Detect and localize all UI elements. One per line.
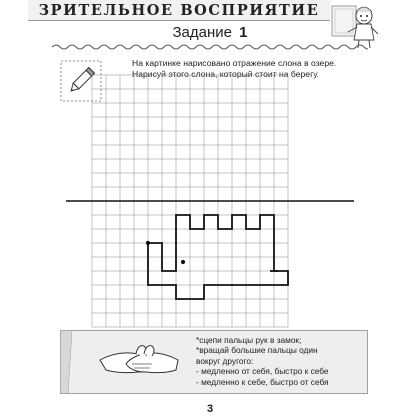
task-number: 1: [239, 24, 248, 41]
page-number: 3: [206, 403, 214, 415]
start-point: [146, 241, 150, 245]
tips-list: [196, 335, 356, 387]
tip-line: *сцепи пальцы рук в замок;: [196, 335, 302, 345]
task-instruction: На картинке нарисовано отражение слона в озере. Нарисуй этого слона, который стоит на берегу.: [132, 58, 337, 80]
elephant-eye: [181, 260, 185, 264]
task-label: Задание: [172, 24, 232, 41]
tip-line: вокруг другого:: [196, 355, 254, 366]
tip-line: - медленно от себя, быстро к себе: [196, 366, 329, 377]
tip-line: *вращай большие пальцы один: [196, 345, 318, 356]
section-title: ЗРИТЕЛЬНОЕ ВОСПРИЯТИЕ: [38, 1, 320, 19]
tip-line: - медленно к себе, быстро от себя: [196, 376, 329, 387]
